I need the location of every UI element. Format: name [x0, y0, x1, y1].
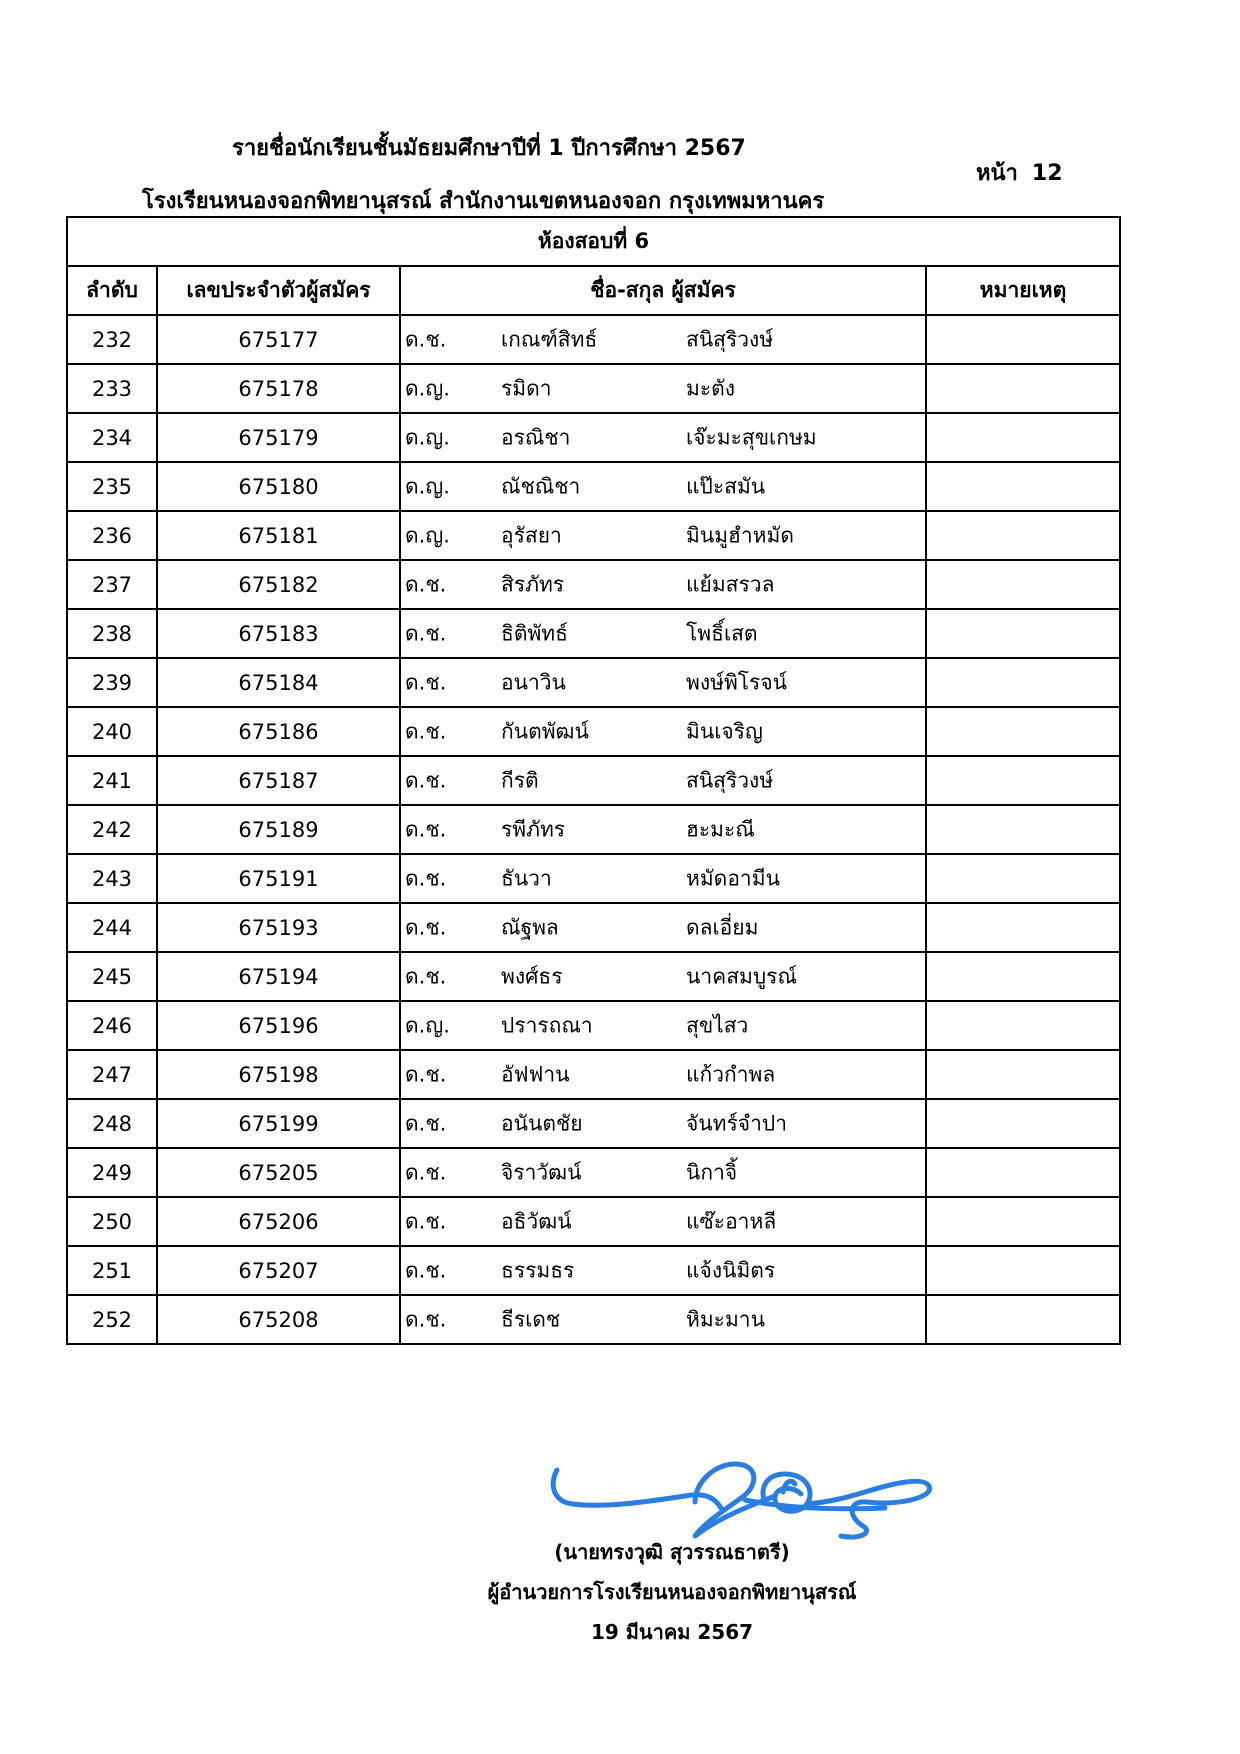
row-applicant-id: 675205 — [157, 1148, 400, 1197]
row-order-number: 238 — [67, 609, 157, 658]
first-name: ณัชณิชา — [501, 474, 581, 498]
signer-position: ผู้อำนวยการโรงเรียนหนองจอกพิทยานุสรณ์ — [487, 1580, 857, 1604]
first-name: ธีรเดช — [501, 1307, 561, 1331]
first-name: อนาวิน — [501, 670, 566, 694]
table-row — [67, 1295, 1120, 1344]
first-name: ณัฐพล — [501, 915, 559, 939]
column-header-order: ลำดับ — [67, 266, 157, 315]
name-prefix: ด.ญ. — [405, 1013, 450, 1037]
first-name: อรณิชา — [501, 425, 571, 449]
last-name: มินมูฮำหมัด — [686, 523, 794, 547]
row-full-name — [400, 952, 926, 1001]
row-full-name — [400, 1246, 926, 1295]
row-remarks — [926, 364, 1120, 413]
table-row — [67, 756, 1120, 805]
row-remarks — [926, 854, 1120, 903]
table-row — [67, 952, 1120, 1001]
row-full-name — [400, 315, 926, 364]
row-remarks — [926, 756, 1120, 805]
row-order-number: 234 — [67, 413, 157, 462]
row-remarks — [926, 413, 1120, 462]
row-remarks — [926, 805, 1120, 854]
last-name: สนิสุริวงษ์ — [686, 327, 774, 351]
row-order-number: 243 — [67, 854, 157, 903]
last-name: เจ๊ะมะสุขเกษม — [686, 425, 817, 449]
table-row — [67, 658, 1120, 707]
row-remarks — [926, 511, 1120, 560]
row-remarks — [926, 707, 1120, 756]
page-label: หน้า — [976, 161, 1018, 186]
row-applicant-id: 675182 — [157, 560, 400, 609]
name-prefix: ด.ช. — [405, 1209, 447, 1233]
row-applicant-id: 675199 — [157, 1099, 400, 1148]
row-applicant-id: 675184 — [157, 658, 400, 707]
last-name: แป๊ะสมัน — [686, 474, 766, 498]
row-full-name — [400, 1295, 926, 1344]
table-row — [67, 560, 1120, 609]
last-name: แย้มสรวล — [686, 572, 775, 596]
first-name: อัฟฟาน — [501, 1062, 570, 1086]
name-prefix: ด.ญ. — [405, 474, 450, 498]
row-applicant-id: 675194 — [157, 952, 400, 1001]
row-remarks — [926, 903, 1120, 952]
row-applicant-id: 675198 — [157, 1050, 400, 1099]
row-applicant-id: 675208 — [157, 1295, 400, 1344]
last-name: มะตัง — [686, 376, 736, 400]
row-applicant-id: 675187 — [157, 756, 400, 805]
table-row — [67, 462, 1120, 511]
row-remarks — [926, 1099, 1120, 1148]
table-row — [67, 903, 1120, 952]
row-remarks — [926, 315, 1120, 364]
row-order-number: 242 — [67, 805, 157, 854]
row-full-name — [400, 707, 926, 756]
first-name: รพีภัทร — [501, 817, 566, 841]
first-name: อนันตชัย — [501, 1111, 583, 1135]
first-name: ธิติพัทธ์ — [501, 621, 568, 645]
table-row — [67, 1246, 1120, 1295]
name-prefix: ด.ช. — [405, 670, 447, 694]
row-full-name — [400, 805, 926, 854]
name-prefix: ด.ญ. — [405, 523, 450, 547]
row-full-name — [400, 1050, 926, 1099]
name-prefix: ด.ญ. — [405, 376, 450, 400]
first-name: เกณฑ์สิทธ์ — [501, 327, 598, 351]
row-full-name — [400, 1099, 926, 1148]
table-row — [67, 364, 1120, 413]
name-prefix: ด.ช. — [405, 768, 447, 792]
table-row — [67, 1099, 1120, 1148]
roster-body — [67, 315, 1120, 1344]
row-order-number: 236 — [67, 511, 157, 560]
table-row — [67, 1001, 1120, 1050]
name-prefix: ด.ช. — [405, 1160, 447, 1184]
row-full-name — [400, 560, 926, 609]
row-full-name — [400, 511, 926, 560]
last-name: แก้วกำพล — [686, 1062, 776, 1086]
first-name: รมิดา — [501, 376, 552, 400]
table-row — [67, 315, 1120, 364]
last-name: โพธิ์เสต — [686, 621, 758, 645]
last-name: ดลเอี่ยม — [686, 915, 759, 939]
name-prefix: ด.ช. — [405, 1258, 447, 1282]
row-applicant-id: 675186 — [157, 707, 400, 756]
row-remarks — [926, 462, 1120, 511]
row-applicant-id: 675181 — [157, 511, 400, 560]
row-remarks — [926, 1295, 1120, 1344]
row-full-name — [400, 462, 926, 511]
row-full-name — [400, 1148, 926, 1197]
first-name: ปรารถณา — [501, 1013, 593, 1037]
table-row — [67, 413, 1120, 462]
signer-name: (นายทรงวุฒิ สุวรรณธาตรี) — [554, 1540, 790, 1564]
last-name: ฮะมะณี — [686, 817, 755, 841]
last-name: แซ๊ะอาหลี — [686, 1209, 777, 1233]
row-full-name — [400, 658, 926, 707]
name-prefix: ด.ช. — [405, 1062, 447, 1086]
school-subtitle: โรงเรียนหนองจอกพิทยานุสรณ์ สำนักงานเขตหนองจอก กรุงเทพมหานคร — [142, 189, 825, 214]
name-prefix: ด.ช. — [405, 915, 447, 939]
row-order-number: 232 — [67, 315, 157, 364]
row-order-number: 237 — [67, 560, 157, 609]
row-applicant-id: 675183 — [157, 609, 400, 658]
last-name: สุขไสว — [686, 1013, 749, 1037]
table-row — [67, 511, 1120, 560]
row-remarks — [926, 609, 1120, 658]
row-full-name — [400, 1197, 926, 1246]
table-row — [67, 609, 1120, 658]
row-remarks — [926, 1197, 1120, 1246]
row-applicant-id: 675206 — [157, 1197, 400, 1246]
row-applicant-id: 675196 — [157, 1001, 400, 1050]
row-applicant-id: 675191 — [157, 854, 400, 903]
row-applicant-id: 675180 — [157, 462, 400, 511]
column-header-full-name: ชื่อ-สกุล ผู้สมัคร — [400, 266, 926, 315]
row-order-number: 239 — [67, 658, 157, 707]
table-row — [67, 707, 1120, 756]
first-name: ธรรมธร — [501, 1258, 575, 1282]
column-header-remarks: หมายเหตุ — [926, 266, 1120, 315]
row-remarks — [926, 560, 1120, 609]
table-row — [67, 805, 1120, 854]
column-header-applicant-id: เลขประจำตัวผู้สมัคร — [157, 266, 400, 315]
row-applicant-id: 675189 — [157, 805, 400, 854]
name-prefix: ด.ช. — [405, 572, 447, 596]
page-number — [976, 155, 1077, 190]
first-name: อธิวัฒน์ — [501, 1209, 572, 1233]
row-remarks — [926, 952, 1120, 1001]
row-order-number: 240 — [67, 707, 157, 756]
row-order-number: 248 — [67, 1099, 157, 1148]
name-prefix: ด.ช. — [405, 964, 447, 988]
first-name: กีรติ — [501, 768, 539, 792]
row-full-name — [400, 756, 926, 805]
row-remarks — [926, 1050, 1120, 1099]
first-name: จิราวัฒน์ — [501, 1160, 582, 1184]
row-order-number: 251 — [67, 1246, 157, 1295]
row-applicant-id: 675179 — [157, 413, 400, 462]
name-prefix: ด.ช. — [405, 621, 447, 645]
first-name: พงศ์ธร — [501, 964, 563, 988]
row-applicant-id: 675207 — [157, 1246, 400, 1295]
row-applicant-id: 675193 — [157, 903, 400, 952]
row-full-name — [400, 609, 926, 658]
table-row — [67, 854, 1120, 903]
row-order-number: 233 — [67, 364, 157, 413]
name-prefix: ด.ช. — [405, 1111, 447, 1135]
row-full-name — [400, 854, 926, 903]
exam-room-header: ห้องสอบที่ 6 — [67, 217, 1120, 266]
row-remarks — [926, 1001, 1120, 1050]
signature-image — [545, 1452, 935, 1542]
row-order-number: 252 — [67, 1295, 157, 1344]
page-number-value: 12 — [1031, 161, 1063, 186]
last-name: มินเจริญ — [686, 719, 763, 743]
name-prefix: ด.ช. — [405, 719, 447, 743]
row-full-name — [400, 1001, 926, 1050]
name-prefix: ด.ญ. — [405, 425, 450, 449]
table-row — [67, 1050, 1120, 1099]
row-remarks — [926, 1246, 1120, 1295]
table-row — [67, 1197, 1120, 1246]
table-row — [67, 1148, 1120, 1197]
row-full-name — [400, 903, 926, 952]
first-name: กันตพัฒน์ — [501, 719, 589, 743]
name-prefix: ด.ช. — [405, 866, 447, 890]
row-remarks — [926, 1148, 1120, 1197]
name-prefix: ด.ช. — [405, 817, 447, 841]
row-order-number: 235 — [67, 462, 157, 511]
last-name: พงษ์พิโรจน์ — [686, 670, 788, 694]
last-name: หิมะมาน — [686, 1307, 765, 1331]
row-applicant-id: 675177 — [157, 315, 400, 364]
row-order-number: 245 — [67, 952, 157, 1001]
student-roster-table — [66, 216, 1121, 1345]
last-name: หมัดอามีน — [686, 866, 780, 890]
last-name: สนิสุริวงษ์ — [686, 768, 774, 792]
first-name: อุรัสยา — [501, 523, 562, 547]
last-name: จันทร์จำปา — [686, 1111, 788, 1135]
row-order-number: 247 — [67, 1050, 157, 1099]
name-prefix: ด.ช. — [405, 1307, 447, 1331]
row-order-number: 241 — [67, 756, 157, 805]
document-title: รายชื่อนักเรียนชั้นมัธยมศึกษาปีที่ 1 ปีการศึกษา 2567 — [232, 136, 746, 161]
row-full-name — [400, 364, 926, 413]
row-applicant-id: 675178 — [157, 364, 400, 413]
row-remarks — [926, 658, 1120, 707]
signature-date: 19 มีนาคม 2567 — [590, 1620, 754, 1644]
last-name: นิกาจิ้ — [686, 1160, 738, 1184]
last-name: แจ้งนิมิตร — [686, 1258, 776, 1282]
row-order-number: 249 — [67, 1148, 157, 1197]
first-name: สิรภัทร — [501, 572, 565, 596]
row-order-number: 244 — [67, 903, 157, 952]
row-order-number: 250 — [67, 1197, 157, 1246]
last-name: นาคสมบูรณ์ — [686, 964, 797, 988]
row-order-number: 246 — [67, 1001, 157, 1050]
row-full-name — [400, 413, 926, 462]
name-prefix: ด.ช. — [405, 327, 447, 351]
first-name: ธันวา — [501, 866, 552, 890]
